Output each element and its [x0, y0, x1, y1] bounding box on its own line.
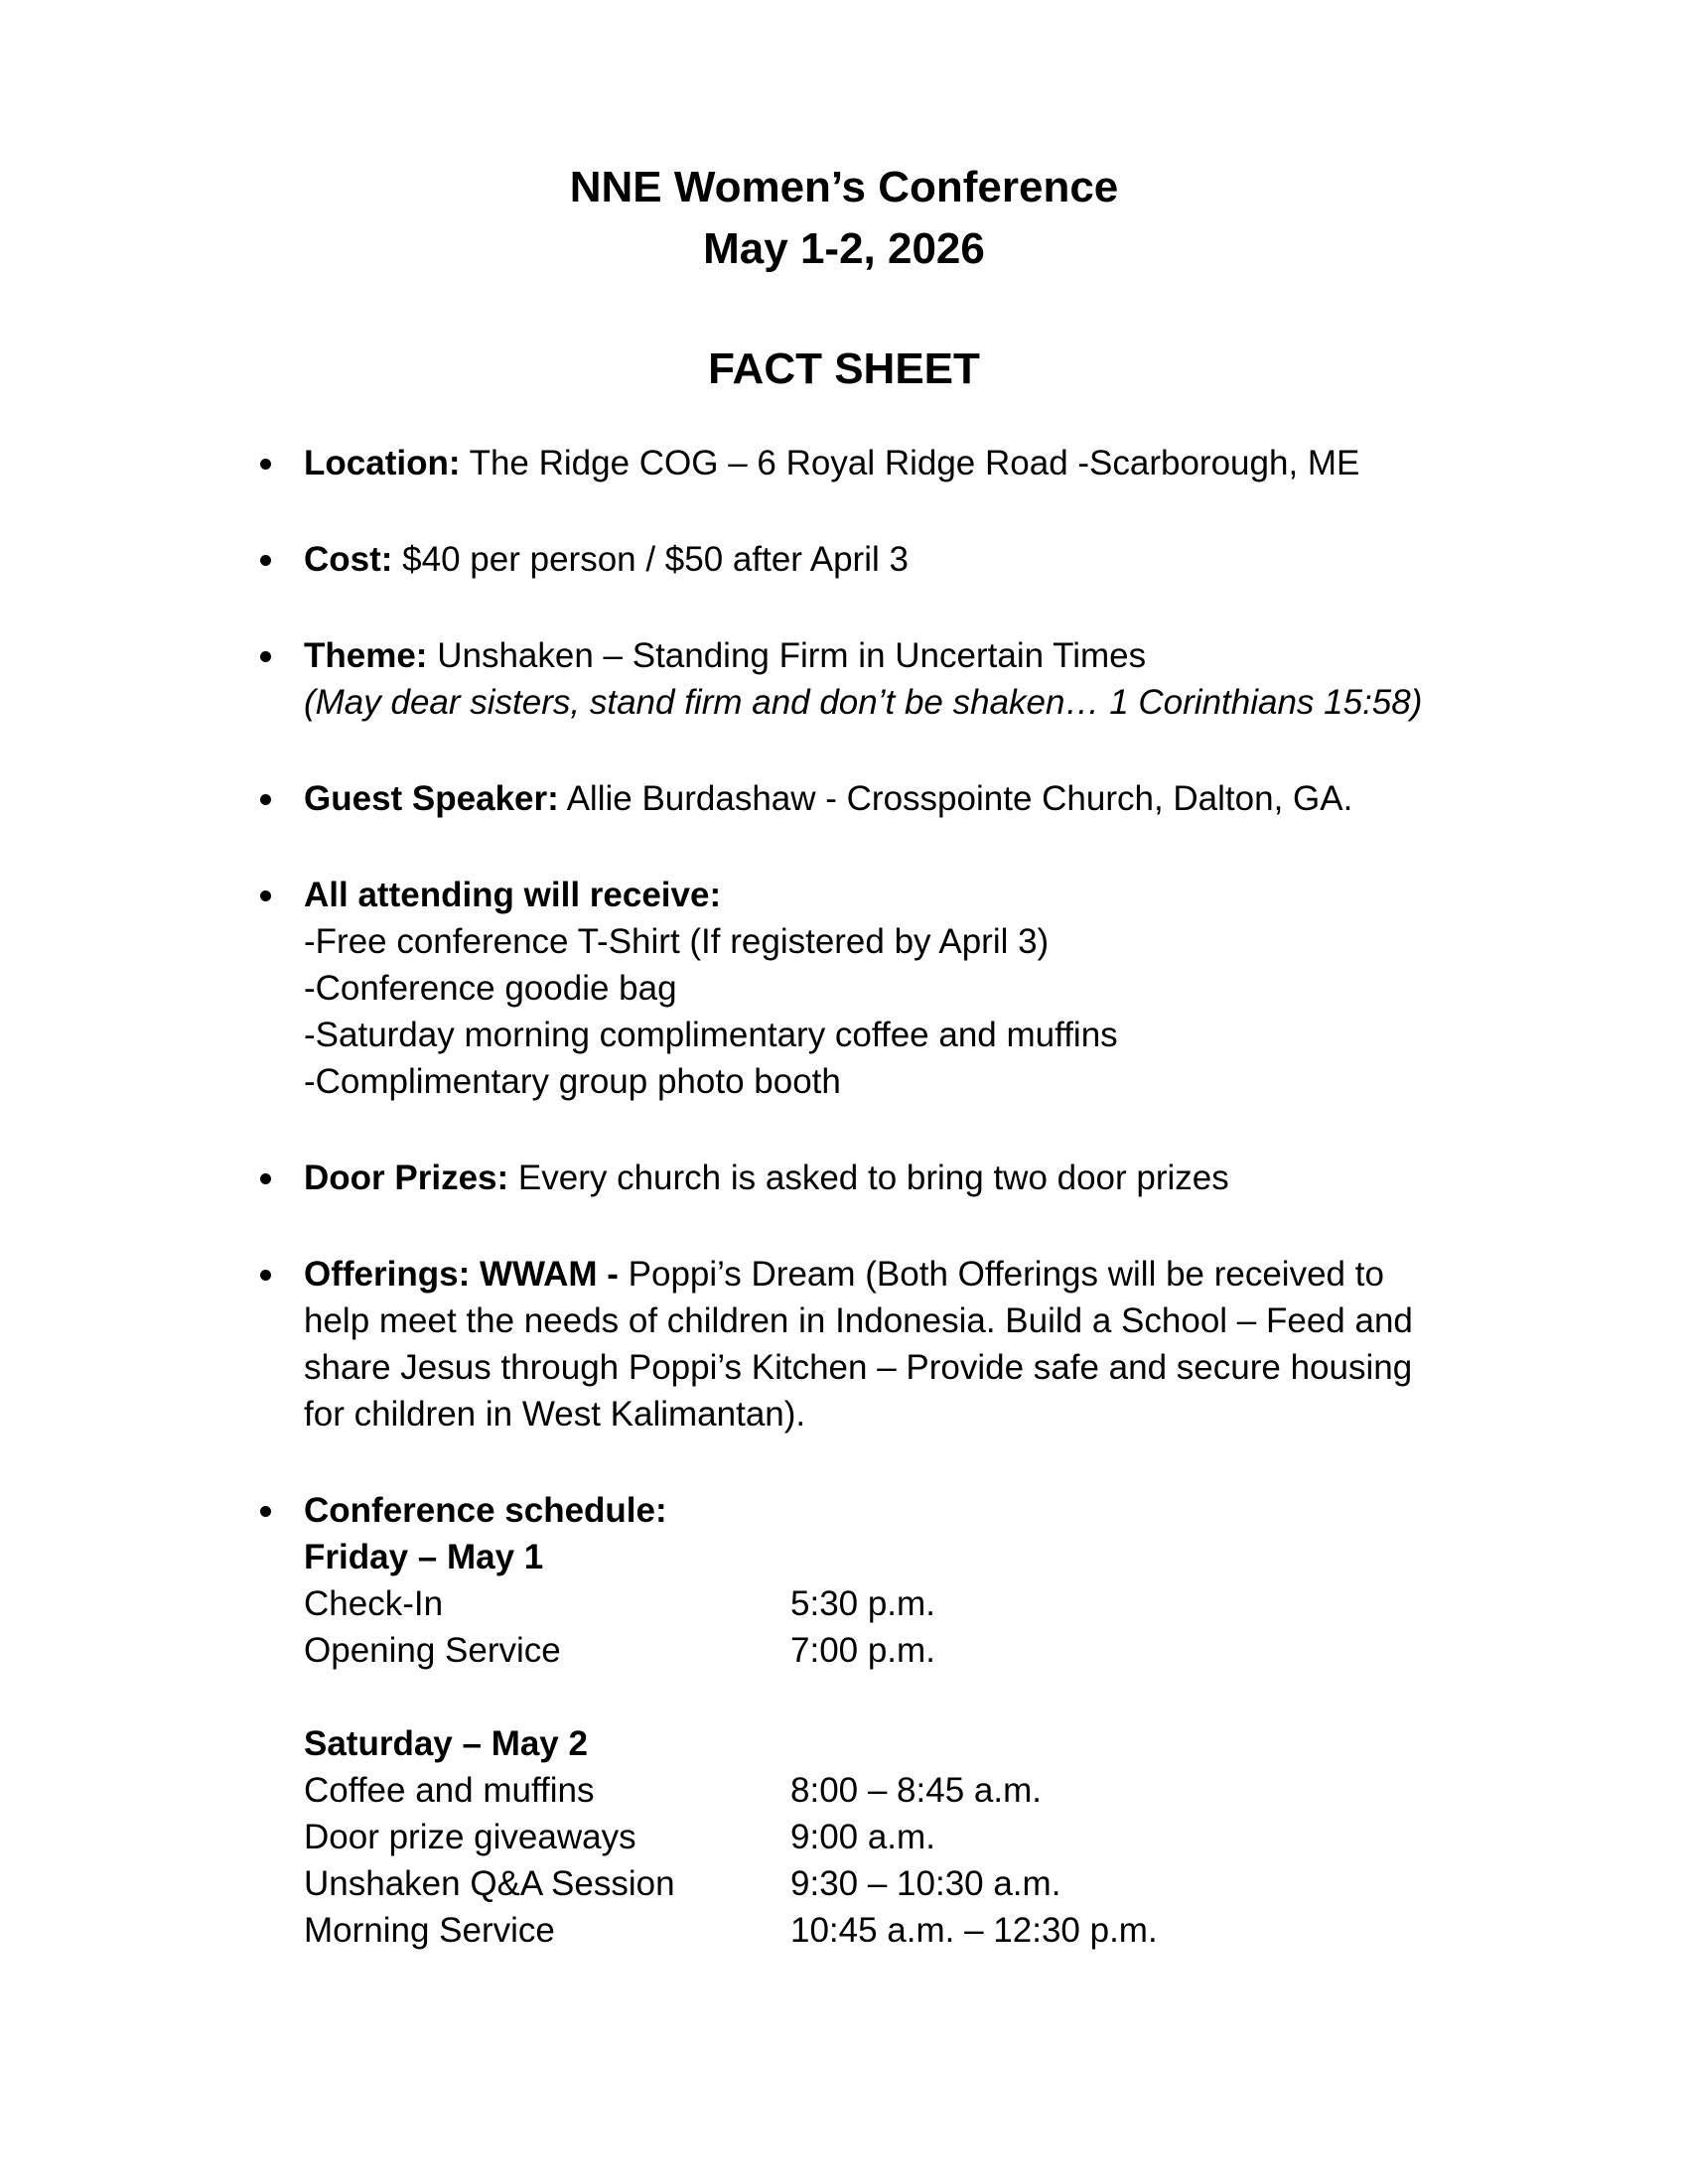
bullet-icon [260, 1506, 271, 1517]
offerings-text-line: for children in West Kalimantan). [304, 1395, 806, 1433]
bullet-icon [260, 651, 271, 662]
schedule-event-name: Coffee and muffins [304, 1771, 595, 1810]
schedule-item [304, 1487, 1476, 1954]
attending-benefit: -Complimentary group photo booth [304, 1062, 841, 1101]
schedule-row [304, 1627, 1476, 1674]
schedule-day-heading: Saturday – May 2 [304, 1724, 588, 1763]
schedule-day-heading: Friday – May 1 [304, 1538, 544, 1576]
offerings-text-line: help meet the needs of children in Indonesia. Build a School – Feed and [304, 1301, 1413, 1340]
cost-value: $40 per person / $50 after April 3 [402, 540, 909, 579]
schedule-row [304, 1907, 1476, 1954]
offerings-text-line: Poppi’s Dream (Both Offerings will be received to [628, 1255, 1384, 1294]
attending-item [304, 872, 1476, 1105]
schedule-event-time: 9:00 a.m. [790, 1818, 935, 1856]
theme-verse: (May dear sisters, stand firm and don’t be shaken… 1 Corinthians 15:58) [304, 683, 1423, 722]
bullet-icon [260, 1270, 271, 1281]
title-line-2: May 1-2, 2026 [703, 224, 985, 273]
theme-value: Unshaken – Standing Firm in Uncertain Times [437, 636, 1147, 675]
bullet-icon [260, 555, 271, 566]
schedule-label: Conference schedule: [304, 1491, 667, 1530]
door-prizes-value: Every church is asked to bring two door prizes [517, 1159, 1229, 1197]
offerings-text-line: share Jesus through Poppi’s Kitchen – Provide safe and secure housing [304, 1348, 1413, 1387]
cost-label: Cost: [304, 540, 393, 579]
schedule-row [304, 1860, 1476, 1907]
schedule-event-name: Check-In [304, 1584, 444, 1623]
attending-benefit: -Saturday morning complimentary coffee and muffins [304, 1016, 1118, 1054]
offerings-label: Offerings: WWAM - [304, 1255, 619, 1294]
conference-title [0, 157, 1688, 280]
title-line-1: NNE Women’s Conference [569, 163, 1119, 211]
attending-benefit: -Conference goodie bag [304, 969, 677, 1008]
location-label: Location: [304, 444, 461, 482]
schedule-event-time: 8:00 – 8:45 a.m. [790, 1771, 1042, 1810]
fact-sheet-heading: FACT SHEET [708, 344, 980, 393]
theme-label: Theme: [304, 636, 428, 675]
guest-speaker-item [304, 775, 1476, 822]
schedule-event-name: Morning Service [304, 1911, 555, 1950]
schedule-event-name: Opening Service [304, 1631, 561, 1670]
schedule-event-time: 7:00 p.m. [790, 1631, 935, 1670]
schedule-row [304, 1814, 1476, 1860]
location-item [304, 440, 1476, 486]
schedule-event-time: 5:30 p.m. [790, 1584, 935, 1623]
bullet-icon [260, 1173, 271, 1184]
fact-list [304, 440, 1476, 2003]
schedule-event-time: 9:30 – 10:30 a.m. [790, 1864, 1061, 1903]
schedule-event-name: Door prize giveaways [304, 1818, 636, 1856]
bullet-icon [260, 459, 271, 470]
door-prizes-label: Door Prizes: [304, 1159, 509, 1197]
schedule-spacer [304, 1674, 1476, 1720]
schedule-day-saturday [304, 1720, 1476, 1954]
door-prizes-item [304, 1155, 1476, 1201]
schedule-row [304, 1767, 1476, 1814]
location-value: The Ridge COG – 6 Royal Ridge Road -Scarborough, ME [469, 444, 1360, 482]
schedule-day-friday [304, 1534, 1476, 1674]
guest-speaker-value: Allie Burdashaw - Crosspointe Church, Dalton, GA. [566, 779, 1353, 818]
theme-item [304, 632, 1476, 726]
schedule-event-time: 10:45 a.m. – 12:30 p.m. [790, 1911, 1158, 1950]
attending-label: All attending will receive: [304, 876, 722, 914]
guest-speaker-label: Guest Speaker: [304, 779, 559, 818]
bullet-icon [260, 890, 271, 901]
schedule-event-name: Unshaken Q&A Session [304, 1864, 675, 1903]
offerings-item [304, 1251, 1476, 1437]
attending-benefit: -Free conference T-Shirt (If registered by April 3) [304, 922, 1050, 961]
schedule-row [304, 1580, 1476, 1627]
bullet-icon [260, 794, 271, 805]
cost-item [304, 536, 1476, 583]
